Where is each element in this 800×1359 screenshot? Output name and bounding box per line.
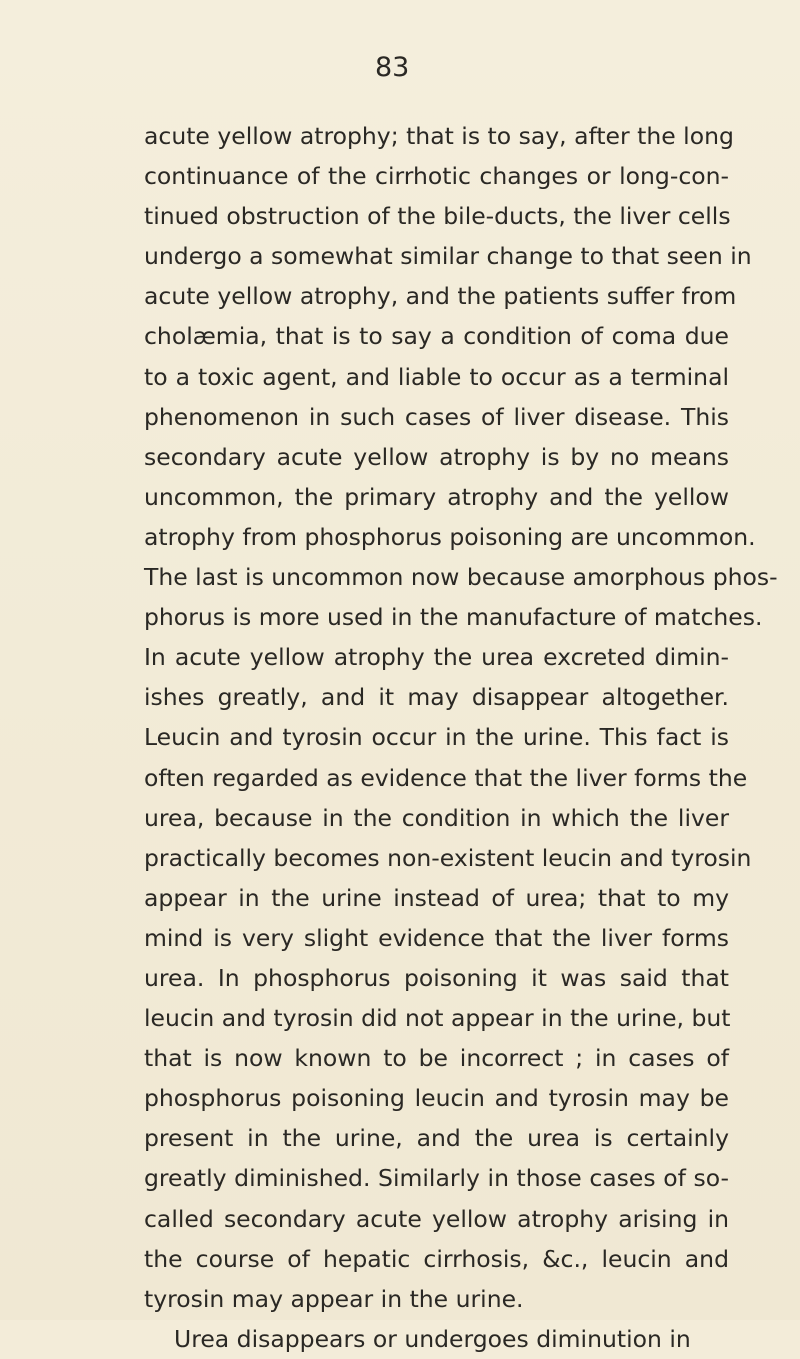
text-line: often regarded as evidence that the liver forms the — [144, 763, 748, 792]
text-line: mind is very slight evidence that the liver forms — [144, 923, 729, 952]
text-line: greatly diminished. Similarly in those cases of so- — [144, 1164, 729, 1193]
text-line: the course of hepatic cirrhosis, &c., leucin and — [144, 1244, 729, 1273]
text-line: phenomenon in such cases of liver disease. This — [144, 402, 729, 431]
text-line: Leucin and tyrosin occur in the urine. This fact is — [144, 723, 729, 752]
text-line: uncommon, the primary atrophy and the yellow — [144, 482, 729, 511]
text-line: tyrosin may appear in the urine. — [144, 1284, 524, 1313]
text-line: urea. In phosphorus poisoning it was said that — [144, 963, 729, 992]
text-line: cholæmia, that is to say a condition of coma due — [144, 322, 729, 351]
text-line: urea, because in the condition in which the liver — [144, 803, 729, 832]
text-line: to a toxic agent, and liable to occur as a terminal — [144, 362, 729, 391]
text-line: tinued obstruction of the bile-ducts, the liver cells — [144, 202, 731, 231]
text-line: atrophy from phosphorus poisoning are uncommon. — [144, 522, 756, 551]
text-line: Urea disappears or undergoes diminution in — [174, 1324, 691, 1353]
text-line: acute yellow atrophy, and the patients suffer from — [144, 282, 737, 311]
text-line: present in the urine, and the urea is certainly — [144, 1124, 729, 1153]
text-line: In acute yellow atrophy the urea excreted dimin- — [144, 643, 729, 672]
text-line: phorus is more used in the manufacture of matches. — [144, 603, 763, 632]
text-line: leucin and tyrosin did not appear in the urine, but — [144, 1004, 731, 1033]
page-number: 83 — [375, 52, 410, 83]
text-line: continuance of the cirrhotic changes or long-con- — [144, 162, 729, 191]
text-line: secondary acute yellow atrophy is by no means — [144, 442, 729, 471]
body-text — [144, 116, 778, 1359]
text-line: appear in the urine instead of urea; that to my — [144, 883, 729, 912]
text-line: phosphorus poisoning leucin and tyrosin may be — [144, 1084, 729, 1113]
text-line: that is now known to be incorrect ; in cases of — [144, 1044, 729, 1073]
text-line: undergo a somewhat similar change to that seen in — [144, 242, 752, 271]
text-line: ishes greatly, and it may disappear altogether. — [144, 683, 729, 712]
text-line: practically becomes non-existent leucin and tyrosin — [144, 843, 752, 872]
text-line: The last is uncommon now because amorphous phos- — [144, 563, 778, 592]
text-line: acute yellow atrophy; that is to say, after the long — [144, 122, 734, 150]
text-line: called secondary acute yellow atrophy arising in — [144, 1204, 729, 1233]
